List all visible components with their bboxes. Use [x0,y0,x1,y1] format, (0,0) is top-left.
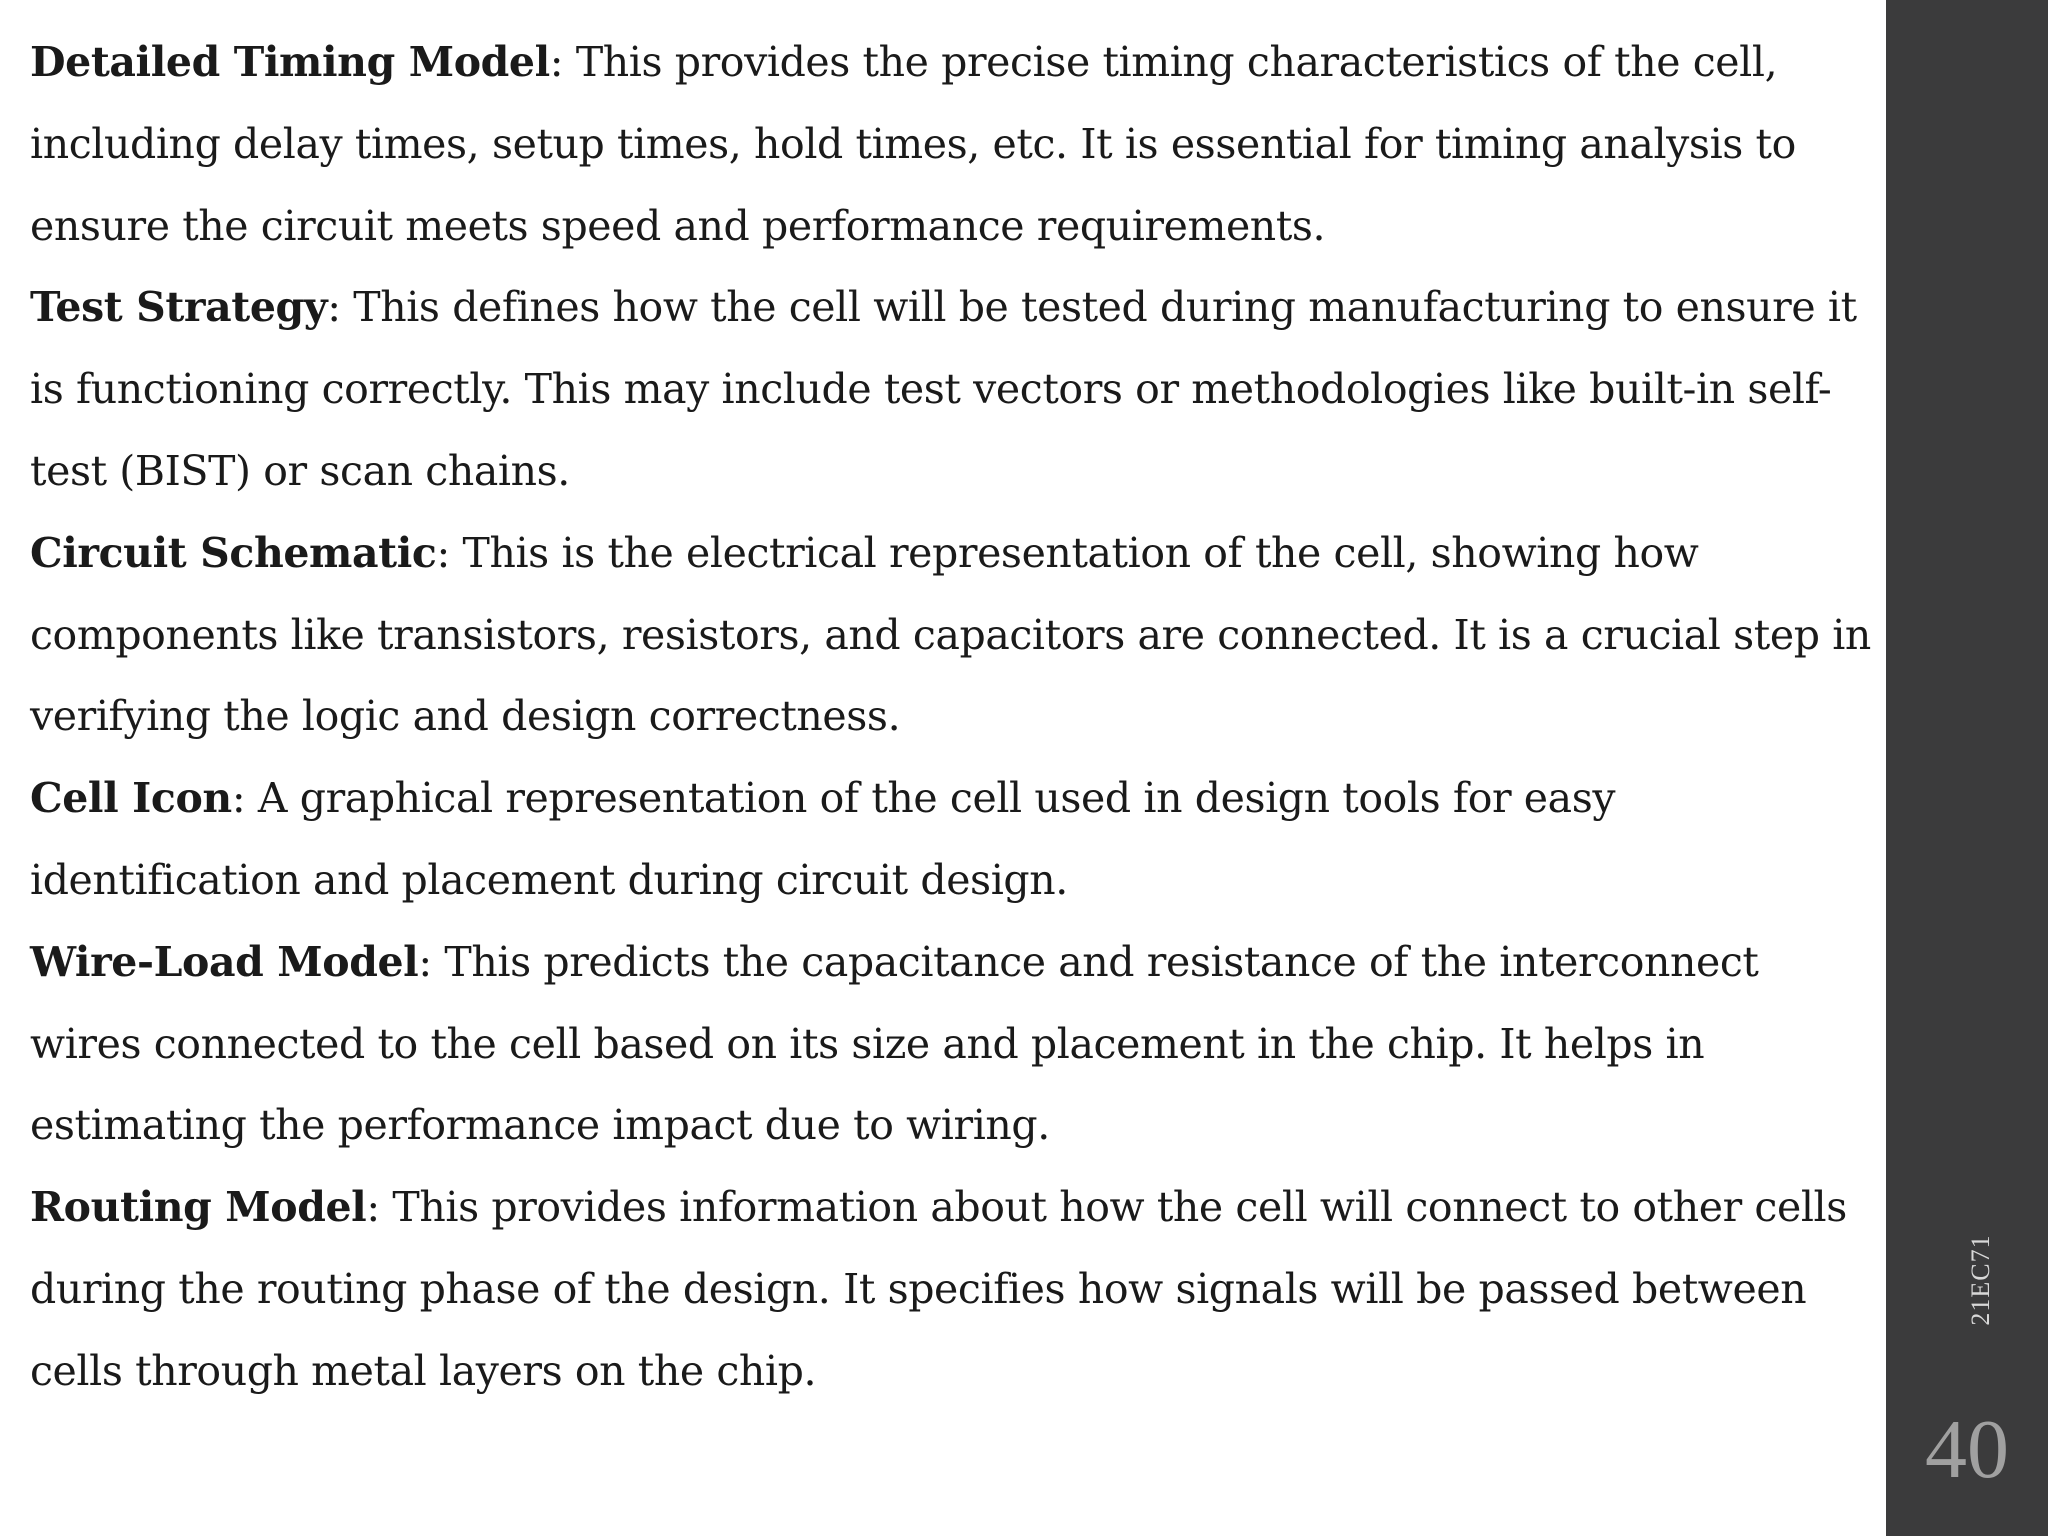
term-circuit-schematic: Circuit Schematic [30,528,437,577]
description-routing-model: : This provides information about how the cell will connect to other cells during the routing phase of the design. It specifies how signals will be passed between cells through metal layers on the chip. [30,1183,1847,1395]
paragraph-wire-load-model [30,922,1880,1167]
description-test-strategy: : This defines how the cell will be tested during manufacturing to ensure it is functioning correctly. This may include test vectors or methodologies like built-in self-test (BIST) or scan chains. [30,283,1857,495]
course-code: 21EC71 [1966,1234,1995,1326]
description-wire-load-model: : This predicts the capacitance and resistance of the interconnect wires connected to the cell based on its size and placement in the chip. It helps in estimating the performance impact due to wiring. [30,937,1759,1150]
description-circuit-schematic: : This is the electrical representation of the cell, showing how components like transistors, resistors, and capacitors are connected. It is a crucial step in verifying the logic and design correctness. [30,528,1871,741]
term-cell-icon: Cell Icon [30,774,232,823]
page-number: 40 [1925,1403,2009,1496]
paragraph-circuit-schematic [30,513,1880,758]
paragraph-routing-model [30,1167,1880,1412]
term-test-strategy: Test Strategy [30,283,328,332]
term-detailed-timing-model: Detailed Timing Model [30,38,550,86]
description-detailed-timing-model: : This provides the precise timing characteristics of the cell, including delay times, setup times, hold times, etc. It is essential for timing analysis to ensure the circuit meets speed and performance requirements. [30,38,1796,250]
paragraph-cell-icon [30,758,1880,922]
description-cell-icon: : A graphical representation of the cell used in design tools for easy identification and placement during circuit design. [30,774,1616,904]
term-wire-load-model: Wire-Load Model [30,937,419,986]
term-routing-model: Routing Model [30,1183,367,1232]
paragraph-test-strategy [30,267,1880,512]
paragraph-detailed-timing-model [30,22,1880,267]
slide-content [30,22,1880,1413]
